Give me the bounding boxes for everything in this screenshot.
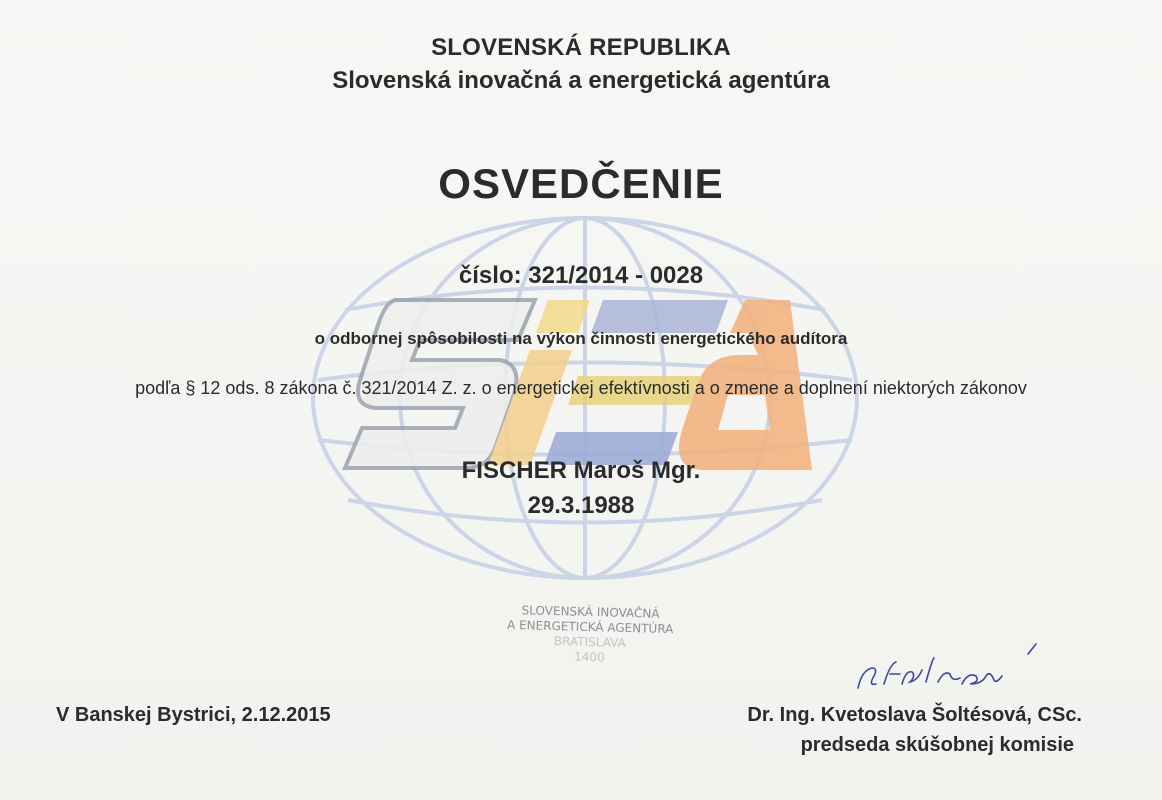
certificate-number: číslo: 321/2014 - 0028 xyxy=(458,262,704,289)
stamp-line-3: BRATISLAVA xyxy=(553,634,626,650)
holder-birth-date: 29.3.1988 xyxy=(527,492,635,519)
signatory-name: Dr. Ing. Kvetoslava Šoltésová, CSc. xyxy=(747,704,1082,726)
signatory-role: predseda skúšobnej komisie xyxy=(800,734,1074,756)
certificate-purpose: o odbornej spôsobilosti na výkon činnosti energetického audítora xyxy=(314,329,848,348)
legal-basis: podľa § 12 ods. 8 zákona č. 321/2014 Z. z. o energetickej efektívnosti a o zmene a doplnení niektorých zákonov xyxy=(135,378,1027,398)
country-heading: SLOVENSKÁ REPUBLIKA xyxy=(431,34,731,61)
issue-place-date: V Banskej Bystrici, 2.12.2015 xyxy=(56,704,331,726)
agency-heading: Slovenská inovačná a energetická agentúra xyxy=(332,67,830,94)
handwritten-signature xyxy=(840,640,1050,700)
stamp-line-4: 1400 xyxy=(573,649,605,665)
stamp-line-2: A ENERGETICKÁ AGENTÚRA xyxy=(506,617,674,637)
certificate-title: OSVEDČENIE xyxy=(438,160,724,207)
stamp-line-1: SLOVENSKÁ INOVAČNÁ xyxy=(521,603,660,621)
holder-name: FISCHER Maroš Mgr. xyxy=(461,457,701,484)
official-stamp xyxy=(484,602,695,667)
